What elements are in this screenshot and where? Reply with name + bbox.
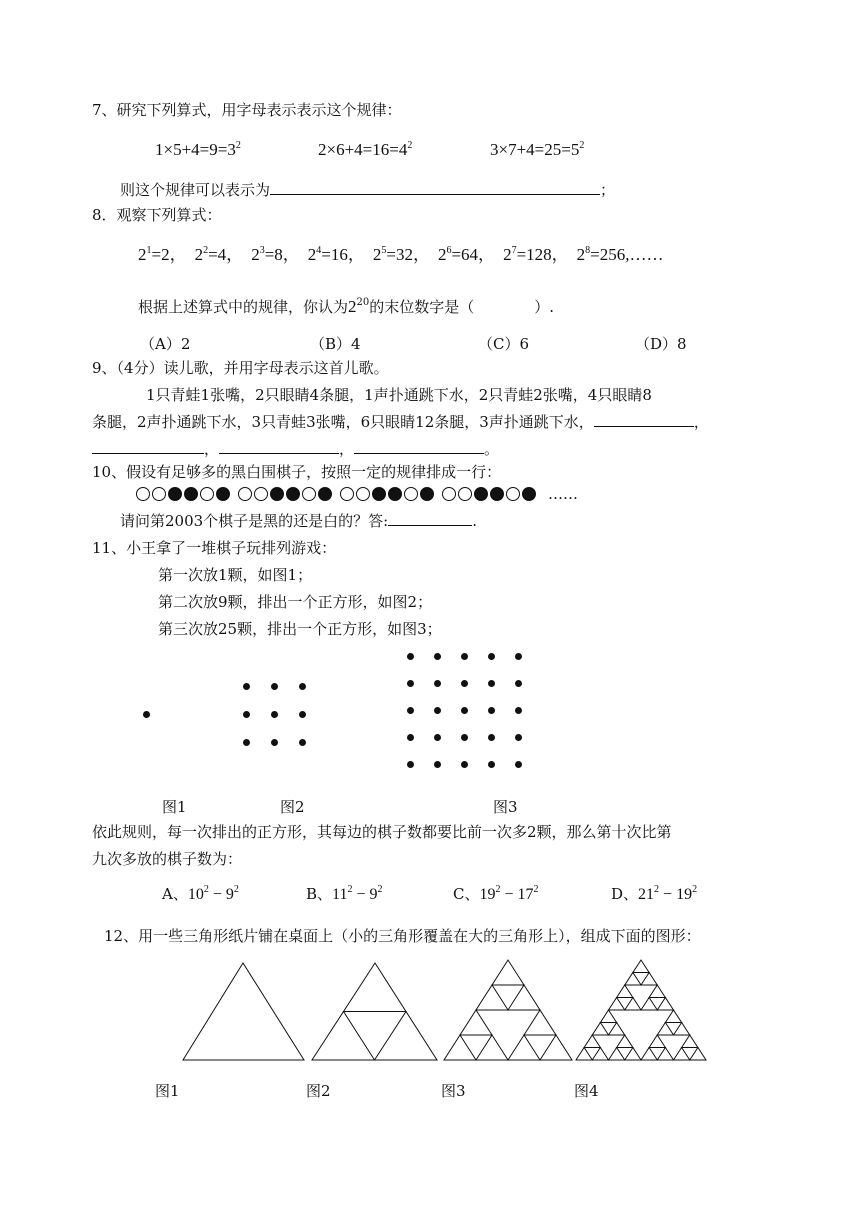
triangle-fig4 [609,1010,674,1060]
fig3-stone [407,653,414,660]
q12-fig3-label: 图3 [441,1082,466,1100]
fig3-stone [407,734,414,741]
fig2-stone [243,739,250,746]
q8-power-term: $2^7=128$， [503,245,569,264]
triangle-fig3 [476,1010,540,1060]
q11-option-c[interactable]: C、$19^2 - 17^2$ [453,884,539,903]
q8-power-term: $2^4=16$， [307,245,365,264]
fig3-stone [407,680,414,687]
fig3-stone [515,653,522,660]
fig2-stone [271,711,278,718]
triangle-fig4 [682,1048,698,1061]
fig2-stone [243,711,250,718]
triangle-fig4 [617,1048,633,1061]
fig2-stone [243,683,250,690]
q9-line1: 1只青蛙1张嘴，2只眼睛4条腿，1声扑通跳下水，2只青蛙2张嘴，4只眼睛8 [146,386,652,404]
fig3-stone [488,653,495,660]
triangle-fig2 [312,963,437,1060]
q11-option-a[interactable]: A、$10^2 - 9^2$ [162,884,239,903]
fig3-stone [434,761,441,768]
q8-option-c[interactable]: （C）6 [478,335,530,353]
fig1-stone [143,711,150,718]
triangle-fig4 [657,1035,690,1060]
fig3-stone [515,761,522,768]
bead-ellipsis: …… [548,485,578,503]
fig2-stone [271,683,278,690]
fig3-stone [488,761,495,768]
q11-option-b[interactable]: B、$11^2 - 9^2$ [306,884,383,903]
triangle-fig4 [584,1048,600,1061]
triangle-fig3 [460,1035,492,1060]
triangle-fig4 [617,998,633,1011]
q12-fig4-label: 图4 [574,1082,599,1100]
q8-option-a[interactable]: （A）2 [140,335,191,353]
fig2-stone [299,739,306,746]
triangle-fig4 [665,1023,681,1036]
fig3-stone [515,680,522,687]
q10-title: 10、假设有足够多的黑白围棋子，按照一定的规律排成一行： [92,463,502,481]
q11-fig3-label: 图3 [493,798,518,816]
q8-question: 根据上述算式中的规律，你认为$2^{20}$的末位数字是（ ）. [138,297,555,316]
q7-title: 7、研究下列算式，用字母表示表示这个规律： [92,101,402,119]
q8-option-b[interactable]: （B）4 [310,335,361,353]
q8-power-term: $2^2=4$， [194,245,244,264]
q8-power-term: $2^8=256,\dots\dots$ [576,245,664,264]
q11-fig2-label: 图2 [280,798,305,816]
triangle-fig4 [633,973,649,986]
q9-title: 9、（4分）读儿歌，并用字母表示这首儿歌。 [92,359,389,377]
q11-fig1-label: 图1 [162,798,187,816]
triangle-fig4 [649,998,665,1011]
q9-line3: ， ， 。 [92,439,499,459]
fig3-stone [461,653,468,660]
fig3-stone [434,680,441,687]
fig3-stone [434,707,441,714]
fig3-stone [407,707,414,714]
q8-option-d[interactable]: （D）8 [635,335,687,353]
fig3-stone [461,761,468,768]
q12-fig2-label: 图2 [306,1082,331,1100]
triangle-fig4 [592,1035,625,1060]
fig3-stone [515,734,522,741]
q11-step1: 第一次放1颗，如图1； [158,566,313,584]
fig3-stone [515,707,522,714]
triangle-fig1 [183,963,304,1060]
triangle-fig4 [576,960,706,1060]
fig3-stone [461,734,468,741]
q8-power-term: $2^5=32$， [372,245,430,264]
triangle-fig4 [625,985,658,1010]
q11-desc1: 依此规则，每一次排出的正方形，其每边的棋子数都要比前一次多2颗，那么第十次比第 [92,823,672,841]
triangle-fig4 [600,1023,616,1036]
q11-step3: 第三次放25颗，排出一个正方形，如图3； [158,620,442,638]
fig3-stone [434,734,441,741]
fig2-stone [299,711,306,718]
fig3-stone [407,761,414,768]
triangle-fig3 [492,985,524,1010]
q12-title: 12、用一些三角形纸片铺在桌面上（小的三角形覆盖在大的三角形上），组成下面的图形： [104,927,701,945]
triangle-fig3 [524,1035,556,1060]
q8-power-term: $2^3=8$， [251,245,300,264]
fig3-stone [461,680,468,687]
q10-question: 请问第2003个棋子是黑的还是白的？答: . [120,512,478,530]
q11-step2: 第二次放9颗，排出一个正方形，如图2； [158,593,433,611]
q11-option-d[interactable]: D、$21^2 - 19^2$ [611,884,698,903]
q11-desc2: 九次多放的棋子数为： [92,850,243,868]
q12-fig1-label: 图1 [155,1082,180,1100]
q7-eq1: $1\times 5+4=9=3^2$ [155,140,241,159]
triangle-fig2 [344,1012,407,1061]
fig3-stone [488,734,495,741]
q9-line2: 条腿，2声扑通跳下水，3只青蛙3张嘴，6只眼睛12条腿，3声扑通跳下水， ， [92,413,709,431]
fig3-stone [434,653,441,660]
fig3-stone [488,680,495,687]
fig2-stone [299,683,306,690]
q7-answer-line: 则这个规律可以表示为 ； [120,181,616,199]
fig3-stone [461,707,468,714]
q11-title: 11、小王拿了一堆棋子玩排列游戏： [92,539,337,557]
q8-title: 8．观察下列算式： [92,206,222,224]
q7-eq3: $3\times 7+4=25=5^2$ [490,140,585,159]
fig3-stone [488,707,495,714]
q8-power-term: $2^1=2$， [138,245,187,264]
q7-eq2: $2\times 6+4=16=4^2$ [318,140,413,159]
triangle-fig4 [649,1048,665,1061]
fig2-stone [271,739,278,746]
q8-power-term: $2^6=64$， [437,245,496,264]
triangle-fig3 [444,960,572,1060]
